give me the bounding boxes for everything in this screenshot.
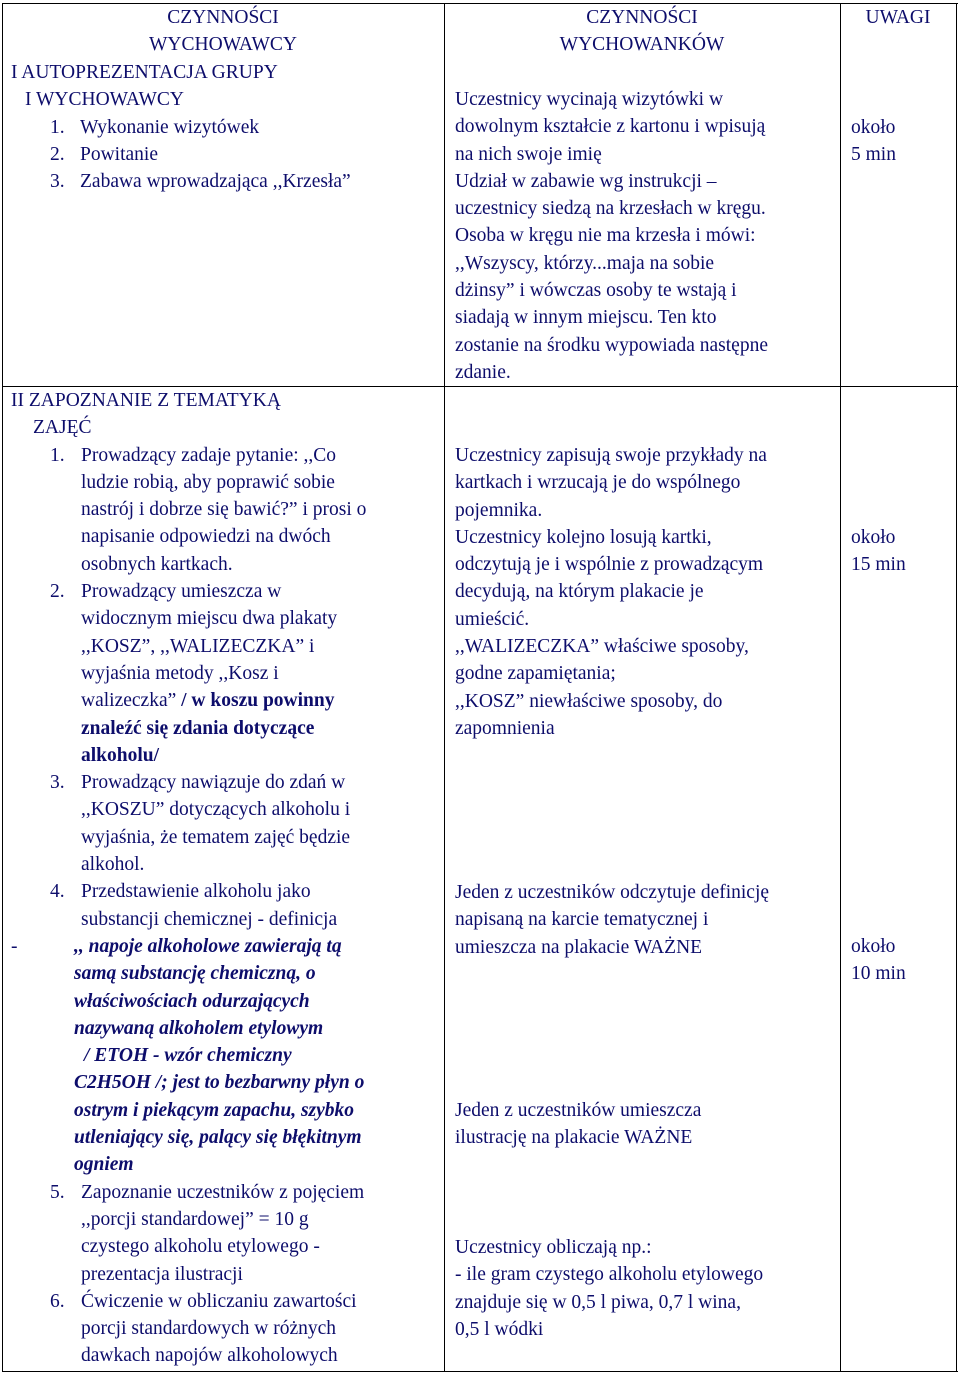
list-item: 3. Zabawa wprowadzająca ,,Krzesła” bbox=[50, 171, 351, 193]
section1-title-line2: I WYCHOWAWCY bbox=[25, 89, 184, 111]
section2-note-2: około 10 min bbox=[851, 936, 906, 985]
column-divider-2 bbox=[840, 3, 841, 1372]
section1-students: Uczestnicy wycinają wizytówki w dowolnym kształcie z kartonu i wpisują na nich swoje imię Udział w zabawie wg instrukcji – uczestnicy siedzą na krzesłach w kręgu. Osoba w kręgu nie ma krzesła i mówi: ,,Wszyscy, którzy...maja na sobie dżinsy” i wówczas osoby te wstają i siadają w innym miejscu. Ten kto zostanie na środku wypowiada następne zdanie. bbox=[455, 89, 768, 383]
header-activities-students: CZYNNOŚCI WYCHOWANKÓW bbox=[559, 7, 725, 56]
section2-title-line2: ZAJĘĆ bbox=[33, 417, 92, 439]
section1-note: około 5 min bbox=[851, 117, 896, 166]
list-item: 6. Ćwiczenie w obliczaniu zawartości porcji standardowych w różnych dawkach napojów alkoholowych bbox=[50, 1290, 357, 1367]
section2-teacher bbox=[11, 387, 441, 1370]
section2-students-b: Jeden z uczestników odczytuje definicję napisaną na karcie tematycznej i umieszcza na plakacie WAŻNE bbox=[455, 882, 770, 958]
header-activities-teacher: CZYNNOŚCI WYCHOWAWCY bbox=[149, 7, 297, 56]
section2-title-line1: II ZAPOZNANIE Z TEMATYKĄ bbox=[11, 390, 281, 411]
list-item: 3. Prowadzący nawiązuje do zdań w ,,KOSZU” dotyczących alkoholu i wyjaśnia, że tematem zajęć będzie alkohol. bbox=[50, 772, 351, 876]
list-item: 4. Przedstawienie alkoholu jako substancji chemicznej - definicja bbox=[50, 881, 338, 930]
list-item: 1. Wykonanie wizytówek bbox=[50, 116, 260, 138]
section2-students-c: Jeden z uczestników umieszcza ilustrację na plakacie WAŻNE bbox=[455, 1100, 702, 1149]
list-item: 5. Zapoznanie uczestników z pojęciem ,,porcji standardowej” = 10 g czystego alkoholu etylowego - prezentacja ilustracji bbox=[50, 1181, 365, 1285]
section2-students-a: Uczestnicy zapisują swoje przykłady na kartkach i wrzucają je do wspólnego pojemnika. Uczestnicy kolejno losują kartki, odczytują je i wspólnie z prowadzącym decydują, na którym plakacie je umieścić. ,,WALIZECZKA” właściwe sposoby, godne zapamiętania; ,,KOSZ” niewłaściwe sposoby, do zapomnienia bbox=[455, 445, 767, 739]
table-border-right bbox=[956, 3, 957, 1372]
header-notes: UWAGI bbox=[865, 7, 931, 28]
section1-teacher bbox=[11, 59, 441, 195]
table-border-bottom bbox=[2, 1371, 958, 1372]
list-item: 2. Powitanie bbox=[50, 143, 158, 165]
section1-title-line1: I AUTOPREZENTACJA GRUPY bbox=[11, 62, 278, 83]
alcohol-definition: - ,, napoje alkoholowe zawierają tą samą substancję chemiczną, o właściwościach odurzających nazywaną alkoholem etylowym / ETOH - wzór chemiczny C2H5OH /; jest to bezbarwny płyn o ostrym i piekącym zapachu, szybko utleniający się, palący się błękitnym ogniem bbox=[11, 935, 365, 1176]
list-item: 2. Prowadzący umieszcza w widocznym miejscu dwa plakaty ,,KOSZ”, ,,WALIZECZKA” i wyjaśnia metody ,,Kosz i walizeczka” / w koszu powinny znaleźć się zdania dotyczące alkoholu/ bbox=[50, 581, 338, 766]
column-divider-1 bbox=[444, 3, 445, 1372]
list-item: 1. Prowadzący zadaje pytanie: ,,Co ludzie robią, aby poprawić sobie nastrój i dobrze się bawić?” i prosi o napisanie odpowiedzi na dwóch osobnych kartkach. bbox=[50, 444, 367, 575]
table-border-left bbox=[2, 3, 3, 1372]
section2-note-1: około 15 min bbox=[851, 527, 906, 576]
section2-students-d: Uczestnicy obliczają np.: - ile gram czystego alkoholu etylowego znajduje się w 0,5 l piwa, 0,7 l wina, 0,5 l wódki bbox=[455, 1237, 764, 1340]
